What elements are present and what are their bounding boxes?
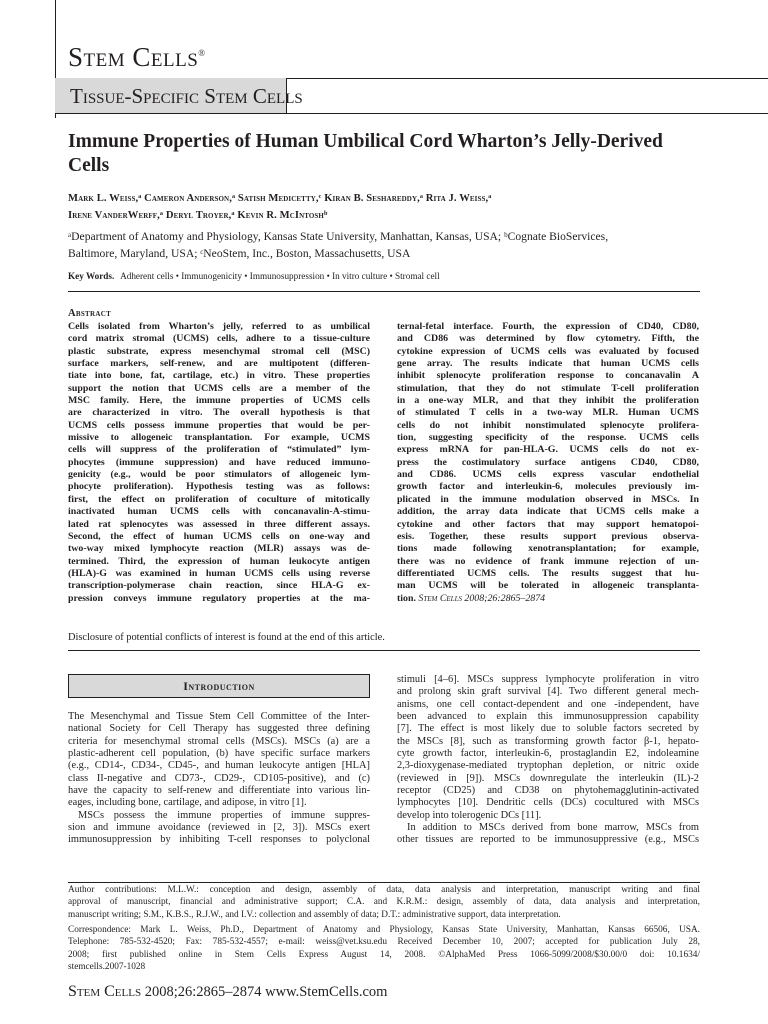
abstract-line: growth factor and interleukin-6, molecules previously im- xyxy=(397,481,699,493)
abstract-line: esis. Together, these results support previous observa- xyxy=(397,530,699,542)
abstract-heading: Abstract xyxy=(68,308,112,319)
affiliation-line-2: Baltimore, Maryland, USA; ᶜNeoStem, Inc., Boston, Massachusetts, USA xyxy=(68,247,411,260)
abstract-line: inhibit splenocyte proliferation response to concanavalin A xyxy=(397,370,699,382)
affiliation-line-1: ᵃDepartment of Anatomy and Physiology, Kansas State University, Manhattan, Kansas, USA; ᵇCognate BioServices, xyxy=(68,230,609,243)
body-line: lymphocytes [10]. Dendritic cells (DCs) cocultured with MSCs xyxy=(397,797,699,809)
abstract-line: stimulation, that they do not stimulate T-cell proliferation xyxy=(397,382,699,394)
body-line: cyte growth factor, interleukin-6, prostaglandin E2, indoleamine xyxy=(397,748,699,760)
body-line: other tissues are reported to be immunosuppressive (e.g., MSCs xyxy=(397,834,699,846)
footnote-divider xyxy=(68,882,700,883)
body-line: The Mesenchymal and Tissue Stem Cell Committee of the Inter- xyxy=(68,711,370,722)
body-line: 2,3-dioxygenase-mediated tryptophan depletion, or nitric oxide xyxy=(397,760,699,772)
body-line: (e.g., CD14-, CD34-, CD45-, and human leukocyte antigen [HLA] xyxy=(68,760,370,772)
abstract-line: press the costimulatory surface antigens CD40, CD80, xyxy=(397,456,699,468)
abstract-right-column xyxy=(397,321,699,605)
section-label: Tissue-Specific Stem Cells xyxy=(70,84,303,108)
abstract-line: tions made following xenotransplantation; for example, xyxy=(397,543,699,555)
abstract-line: in a one-way MLR, and that they inhibit the proliferation xyxy=(397,395,699,407)
body-line: plastic-adherent cell population, (b) have specific surface markers xyxy=(68,748,370,760)
abstract-line: surface markers, self-renew, and are multipotent (differen- xyxy=(68,358,370,370)
abstract-line: Second, the effect of human UCMS cells on one-way and xyxy=(68,530,370,542)
abstract-line: inactivated human UCMS cells with concanavalin-A-stimu- xyxy=(68,506,370,518)
author-line-2: Irene VanderWerff,ᵃ Deryl Troyer,ᵃ Kevin R. McIntoshᵇ xyxy=(68,210,328,221)
keywords xyxy=(68,270,708,283)
body-line: In addition to MSCs derived from bone marrow, MSCs from xyxy=(407,822,699,834)
author-contributions xyxy=(68,884,700,921)
abstract-line: lated rat splenocytes was assessed in three different assays. xyxy=(68,518,370,530)
body-line: have the capacity to self-renew and differentiate into various lin- xyxy=(68,785,370,797)
body-line: eages, including bone, cartilage, and adipose, in vitro [1]. xyxy=(68,797,307,809)
abstract-left-column xyxy=(68,321,370,605)
body-line: stimuli [4–6]. MSCs suppress lymphocyte proliferation in vitro xyxy=(397,674,699,685)
abstract-line: genicity (e.g., would be poor stimulators of allogeneic lym- xyxy=(68,469,370,481)
abstract-line: ternal-fetal interface. Fourth, the expression of CD40, CD80, xyxy=(397,321,699,332)
abstract-line: transcription-polymerase chain reaction, since HLA-G ex- xyxy=(68,580,370,592)
footnote-line: Correspondence: Mark L. Weiss, Ph.D., Department of Anatomy and Physiology, Kansas State University, Manhattan, Kansas 66506, USA. xyxy=(68,925,700,935)
abstract-line: plicated in the immune modulation observed in MSCs. In xyxy=(397,493,699,505)
affiliations xyxy=(68,228,708,262)
abstract-line: man UCMS will be tolerated in allogeneic transplanta- xyxy=(397,580,699,592)
body-line: develop into tolerogenic DCs [11]. xyxy=(397,809,542,821)
footer-citation: 2008;26:2865–2874 www.StemCells.com xyxy=(144,984,388,1000)
abstract-line: tion, suggesting specificity of the response. UCMS cells xyxy=(397,432,699,444)
intro-left-column xyxy=(68,711,370,847)
abstract-line: express mRNA for pan-HLA-G. UCMS cells do not ex- xyxy=(397,444,699,456)
footer-journal: Stem Cells xyxy=(68,983,142,1000)
abstract-line: and CD86 was determined by flow cytometry. Fifth, the xyxy=(397,333,699,345)
abstract-line: plastic substrate, express mesenchymal stromal cell (MSC) xyxy=(68,345,370,357)
abstract-line: phocytes (immune suppression) and have reduced immuno- xyxy=(68,456,370,468)
footnote-line: manuscript writing; S.M., K.B.S., R.J.W., and I.V.: collection and assembly of data; D.T.: administrative support, data interpretation. xyxy=(68,909,561,920)
body-line: immunosuppression by inhibiting T-cell responses to polyclonal xyxy=(68,834,370,846)
abstract-line: of stimulated T cells in a two-way MLR. Human UCMS xyxy=(397,407,699,419)
page-footer xyxy=(68,983,387,1001)
footnote-line: approval of manuscript, financial and administrative support; C.A. and K.R.M.: design, assembly of data, data analysis and interpretation, xyxy=(68,897,700,908)
abstract-line: are characterized in vitro. The overall hypothesis is that xyxy=(68,407,370,419)
body-line: MSCs possess the immune properties of immune suppres- xyxy=(78,809,370,821)
footnote-line: Author contributions: M.L.W.: conception and design, assembly of data, data analysis and interpretation, manuscript writing and final xyxy=(68,885,700,895)
abstract-line: cells will suppress of the proliferation of “stimulated” lym- xyxy=(68,444,370,456)
author-list xyxy=(68,190,708,224)
abstract-citation: Stem Cells 2008;26:2865–2874 xyxy=(418,592,546,604)
abstract-line: cells do not inhibit nonstimulated splenocyte prolifera- xyxy=(397,419,699,431)
abstract-line: support the notion that UCMS cells are a member of the xyxy=(68,382,370,394)
body-line: receptor (CD25) and CD38 on phytohemagglutinin-activated xyxy=(397,785,699,797)
abstract-line: missive to allogeneic transplantation. For example, UCMS xyxy=(68,432,370,444)
introduction-heading: Introduction xyxy=(68,674,370,698)
abstract-line: (HLA)-G was examined in human UCMS cells using reverse xyxy=(68,567,370,579)
divider xyxy=(68,650,700,651)
abstract-line: tiate into bone, fat, cartilage, etc.) in vitro. These properties xyxy=(68,370,370,382)
body-line: criteria for mesenchymal stromal cells (MSCs). MSCs (a) are a xyxy=(68,735,370,747)
abstract-line: gene array. The results indicate that human UCMS cells xyxy=(397,358,699,370)
body-line: [7]. The effect is most likely due to soluble factors secreted by xyxy=(397,723,699,735)
abstract-line: UCMS cells possess immune properties that would be per- xyxy=(68,419,370,431)
abstract-line: phocyte proliferation). Hypothesis testing was as follows: xyxy=(68,481,370,493)
footnote-line: Telephone: 785-532-4520; Fax: 785-532-4557; e-mail: weiss@vet.ksu.edu Received December 10, 2007; accepted for publication July 28, xyxy=(68,937,700,948)
body-line: been advanced to explain this immunosuppression capability xyxy=(397,711,699,723)
abstract-line: addition, the array data indicate that UCMS cells make a xyxy=(397,506,699,518)
body-line: class II-negative and CD73-, CD29-, CD105-positive), and (c) xyxy=(68,772,370,784)
abstract-line: first, the effect on proliferation of coculture of mitotically xyxy=(68,493,370,505)
abstract-line: differentiated UCMS cells. The results suggest that hu- xyxy=(397,567,699,579)
abstract-line: cord matrix stromal (UCMS) cells, adhere to a tissue-culture xyxy=(68,333,370,345)
body-line: anisms, one cell contact-dependent and one -independent, have xyxy=(397,698,699,710)
abstract-line: MSC family. Here, the immune properties of UCMS cells xyxy=(68,395,370,407)
body-line: (reviewed in [9]). MSCs downregulate the interleukin (IL)-2 xyxy=(397,772,699,784)
divider xyxy=(68,291,700,292)
abstract-line: termined. Third, the expression of human leukocyte antigen xyxy=(68,555,370,567)
abstract-line: there was no evidence of frank immune rejection of un- xyxy=(397,555,699,567)
correspondence xyxy=(68,924,700,973)
footnote-line: stemcells.2007-1028 xyxy=(68,962,146,973)
journal-title: Stem Cells® xyxy=(68,42,206,72)
abstract-line: Cells isolated from Wharton’s jelly, referred to as umbilical xyxy=(68,321,370,332)
disclosure-note: Disclosure of potential conflicts of interest is found at the end of this article. xyxy=(68,632,385,643)
body-line: the MSCs [8], such as transforming growth factor β-1, hepato- xyxy=(397,735,699,747)
abstract-line: pression conveys immune regulatory properties at the ma- xyxy=(68,592,370,604)
author-line-1: Mark L. Weiss,ᵃ Cameron Anderson,ᵃ Satish Medicetty,ᶜ Kiran B. Seshareddy,ᵃ Rita J. Weiss,ᵃ xyxy=(68,193,492,204)
keywords-list: Adherent cells • Immunogenicity • Immunosuppression • In vitro culture • Stromal cell xyxy=(120,271,440,281)
abstract-line: two-way mixed lymphocyte reaction (MLR) assays was de- xyxy=(68,543,370,555)
body-line: and prolong skin graft survival [4]. Two different general mech- xyxy=(397,686,699,698)
body-line: national Society for Cell Therapy has suggested three defining xyxy=(68,723,370,735)
intro-right-column xyxy=(397,674,699,847)
footnote-line: 2008; first published online in Stem Cells Express August 14, 2008. ©AlphaMed Press 1066-5099/2008/$30.00/0 doi: 10.1634/ xyxy=(68,949,700,960)
abstract-line: cytokine and other factors that may support hematopoi- xyxy=(397,518,699,530)
abstract-line: and CD86. UCMS cells express vascular endothelial xyxy=(397,469,699,481)
abstract-last-line: tion. Stem Cells 2008;26:2865–2874 xyxy=(397,592,546,604)
article-title: Immune Properties of Human Umbilical Cord Wharton’s Jelly-Derived Cells xyxy=(68,131,663,176)
keywords-label: Key Words. xyxy=(68,271,115,281)
header-rule-bottom xyxy=(55,113,768,114)
abstract-line: cytokine expression of UCMS cells was evaluated by focused xyxy=(397,345,699,357)
body-line: sion and immune avoidance (reviewed in [2, 3]). MSCs exert xyxy=(68,822,370,834)
